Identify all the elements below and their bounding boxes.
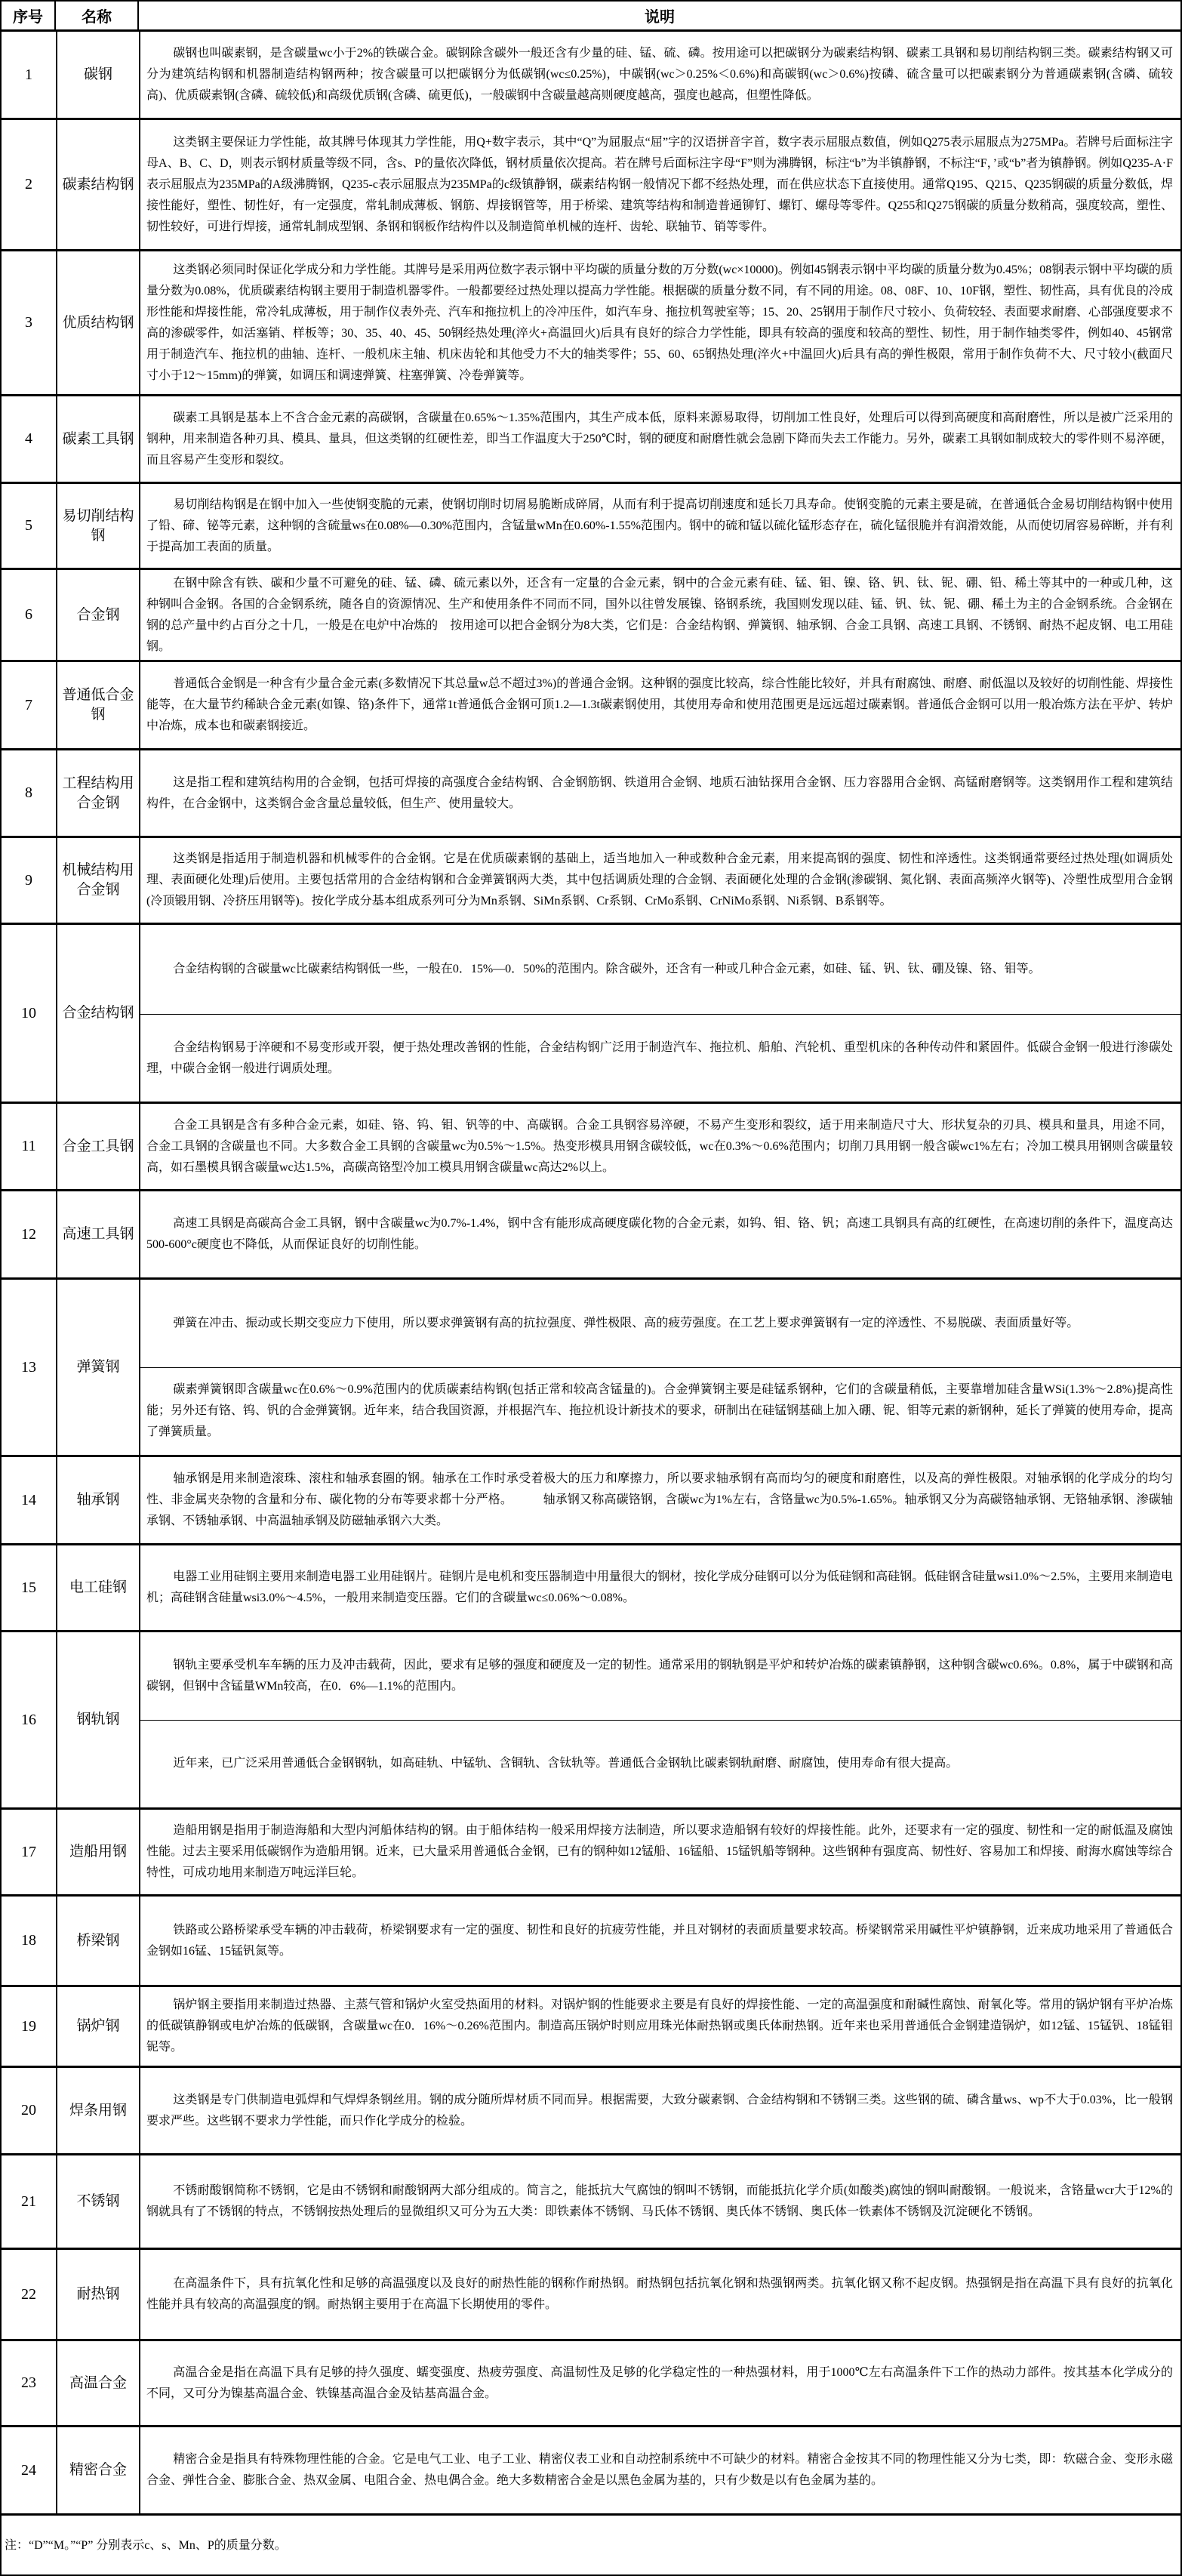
desc-paragraph: 合金工具钢是含有多种合金元素，如硅、铬、钨、钼、钒等的中、高碳钢。合金工具钢容易淬硬，不易产生变形和裂纹，适于用来制造尺寸大、形状复杂的刃具、模具和量具，用途不同，合金工具钢的含碳量也不同。大多数合金工具钢的含碳量wc为0.5%～1.5%。热变形模具用钢含碳较低，wc在0.3%～0.6%范围内；切削刀具用钢一般含碳wc1%左右；冷加工模具用钢则含碳量较高，如石墨模具钢含碳量wc达1.5%，高碳高铬型冷加工模具用钢含碳量wc高达2%以上。 (146, 1118, 1173, 1174)
row-name-cell: 合金工具钢 (57, 1104, 140, 1189)
row-number-cell: 6 (2, 570, 57, 660)
row-name-cell: 合金钢 (57, 570, 140, 660)
table-row (2, 1191, 1180, 1280)
row-name-cell: 耐热钢 (57, 2250, 140, 2339)
table-row (2, 1987, 1180, 2068)
row-number-cell: 13 (2, 1280, 57, 1455)
row-number-cell: 23 (2, 2341, 57, 2425)
table-header-row (2, 2, 1180, 32)
row-number-cell: 24 (2, 2427, 57, 2513)
table-row (2, 1897, 1180, 1987)
row-number-cell: 16 (2, 1632, 57, 1807)
row-description-cell (140, 2250, 1180, 2339)
row-description-cell (140, 750, 1180, 836)
desc-paragraph: 这类钢主要保证力学性能，故其牌号体现其力学性能，用Q+数字表示，其中“Q”为屈服点“屈”字的汉语拼音字首，数字表示屈服点数值，例如Q275表示屈服点为275MPa。若牌号后面标注字母A、B、C、D，则表示钢材质量等级不同，含s、P的量依次降低，钢材质量依次提高。若在牌号后面标注字母“F”则为沸腾钢，标注“b”为半镇静钢，不标注“F，’或“b”者为镇静钢。例如Q235-A·F表示屈服点为235MPa的A级沸腾钢，Q235-c表示屈服点为235MPa的c级镇静钢，碳素结构钢一般情况下都不经热处理，而在供应状态下直接使用。通常Q195、Q215、Q235钢碳的质量分数低，焊接性能好，塑性、韧性好，有一定强度，常轧制成薄板、钢筋、焊接钢管等，用于桥梁、建筑等结构和制造普通铆钉、螺钉、螺母等零件。Q255和Q275钢碳的质量分数稍高，强度较高，塑性、韧性较好，可进行焊接，通常轧制成型钢、条钢和钢板作结构件以及制造简单机械的连杆、齿轮、联轴节、销等零件。 (146, 135, 1173, 233)
row-name-cell: 钢轨钢 (57, 1632, 140, 1807)
row-description-cell (140, 1191, 1180, 1277)
row-description-cell (140, 120, 1180, 249)
desc-paragraph: 不锈耐酸钢简称不锈钢，它是由不锈钢和耐酸钢两大部分组成的。简言之，能抵抗大气腐蚀的钢叫不锈钢，而能抵抗化学介质(如酸类)腐蚀的钢叫耐酸钢。一般说来，含铬量wcr大于12%的钢就具有了不锈钢的特点，不锈钢按热处理后的显微组织又可分为五大类：即铁素体不锈钢、马氏体不锈钢、奥氏体不锈钢、奥氏体一铁素体不锈钢及沉淀硬化不锈钢。 (146, 2184, 1173, 2218)
row-name-cell: 易切削结构钢 (57, 484, 140, 568)
desc-paragraph: 弹簧在冲击、振动或长期交变应力下使用，所以要求弹簧钢有高的抗拉强度、弹性极限、高的疲劳强度。在工艺上要求弹簧钢有一定的淬透性、不易脱碳、表面质量好等。 (173, 1316, 1079, 1330)
row-number-cell: 20 (2, 2068, 57, 2153)
desc-paragraph: 这类钢是专门供制造电弧焊和气焊焊条钢丝用。钢的成分随所焊材质不同而异。根据需要，大致分碳素钢、合金结构钢和不锈钢三类。这些钢的硫、磷含量ws、wp不大于0.03%，比一般钢要求严些。这些钢不要求力学性能，而只作化学成分的检验。 (146, 2093, 1173, 2128)
row-description-cell (140, 570, 1180, 660)
row-description-cell (140, 251, 1180, 394)
desc-paragraph: 高速工具钢是高碳高合金工具钢，钢中含碳量wc为0.7%-1.4%，钢中含有能形成高硬度碳化物的合金元素，如钨、钼、铬、钒；高速工具钢具有高的红硬性，在高速切削的条件下，温度高达500-600°c硬度也不降低，从而保证良好的切削性能。 (146, 1217, 1173, 1251)
row-number-cell: 9 (2, 838, 57, 923)
table-row (2, 925, 1180, 1104)
row-number-cell: 14 (2, 1457, 57, 1543)
row-description-cell (140, 925, 1180, 1102)
desc-paragraph: 普通低合金钢是一种含有少量合金元素(多数情况下其总量w总不超过3%)的普通合金钢。这种钢的强度比较高，综合性能比较好，并具有耐腐蚀、耐磨、耐低温以及较好的切削性能、焊接性能等，在大量节约稀缺合金元素(如镍、铬)条件下，通常1t普通低合金钢可顶1.2—1.3t碳素钢使用，其使用寿命和使用范围更是远远超过碳素钢。普通低合金钢可以用一般冶炼方法在平炉、转炉中冶炼，成本也和碳素钢接近。 (146, 677, 1173, 732)
row-name-cell: 桥梁钢 (57, 1897, 140, 1985)
table-row (2, 570, 1180, 662)
desc-paragraph: 易切削结构钢是在钢中加入一些使钢变脆的元素，使钢切削时切屑易脆断成碎屑，从而有利于提高切削速度和延长刀具寿命。使钢变脆的元素主要是硫，在普通低合金易切削结构钢中使用了铅、碲、铋等元素，这种钢的含硫量ws在0.08%—0.30%范围内，含锰量wMn在0.60%-1.55%范围内。钢中的硫和锰以硫化锰形态存在，硫化锰很脆并有润滑效能，从而使切屑容易碎断，并有利于提高加工表面的质量。 (146, 498, 1173, 553)
desc-paragraph: 精密合金是指具有特殊物理性能的合金。它是电气工业、电子工业、精密仪表工业和自动控制系统中不可缺少的材料。精密合金按其不同的物理性能又分为七类，即：软磁合金、变形永磁合金、弹性合金、膨胀合金、热双金属、电阻合金、热电偶合金。绝大多数精密合金是以黑色金属为基的，只有少数是以有色金属为基的。 (146, 2453, 1173, 2487)
table-row (2, 1104, 1180, 1191)
table-row (2, 396, 1180, 484)
row-name-cell: 电工硅钢 (57, 1545, 140, 1630)
table-row (2, 251, 1180, 396)
desc-paragraph: 在钢中除含有铁、碳和少量不可避免的硅、锰、磷、硫元素以外，还含有一定量的合金元素，钢中的合金元素有硅、锰、钼、镍、铬、钒、钛、铌、硼、铅、稀土等其中的一种或几种，这种钢叫合金钢。各国的合金钢系统，随各自的资源情况、生产和使用条件不同而不同，国外以往曾发展镍、铬钢系统，我国则发现以硅、锰、钒、钛、铌、硼、稀土为主的合金钢系统。合金钢在钢的总产量中约占百分之十几，一般是在电炉中冶炼的 按用途可以把合金钢分为8大类，它们是：合金结构钢、弹簧钢、轴承钢、合金工具钢、高速工具钢、不锈钢、耐热不起皮钢、电工用硅钢。 (146, 576, 1174, 653)
desc-paragraph: 钢轨主要承受机车车辆的压力及冲击载荷，因此，要求有足够的强度和硬度及一定的韧性。通常采用的钢轨钢是平炉和转炉冶炼的碳素镇静钢，这种钢含碳wc0.6%。0.8%，属于中碳钢和高碳钢，但钢中含锰量WMn较高，在0．6%—1.1%的范围内。 (146, 1658, 1173, 1693)
desc-paragraph: 高温合金是指在高温下具有足够的持久强度、蠕变强度、热疲劳强度、高温韧性及足够的化学稳定性的一种热强材料，用于1000℃左右高温条件下工作的热动力部件。按其基本化学成分的不同，又可分为镍基高温合金、铁镍基高温合金及钴基高温合金。 (146, 2365, 1173, 2400)
description-subcell (140, 1720, 1180, 1808)
desc-paragraph: 电器工业用硅钢主要用来制造电器工业用硅钢片。硅钢片是电机和变压器制造中用量很大的钢材，按化学成分硅钢可以分为低硅钢和高硅钢。低硅钢含硅量wsi1.0%～2.5%，主要用来制造电机；高硅钢含硅量wsi3.0%～4.5%，一般用来制造变压器。它们的含碳量wc≤0.06%～0.08%。 (146, 1570, 1173, 1604)
row-name-cell: 焊条用钢 (57, 2068, 140, 2153)
row-number-cell: 19 (2, 1987, 57, 2066)
row-description-cell (140, 838, 1180, 923)
row-name-cell: 工程结构用合金钢 (57, 750, 140, 836)
description-subcell (140, 1014, 1180, 1102)
table-row (2, 2155, 1180, 2250)
table-row (2, 750, 1180, 838)
row-number-cell: 15 (2, 1545, 57, 1630)
row-number-cell: 18 (2, 1897, 57, 1985)
table-row (2, 484, 1180, 570)
row-number-cell: 21 (2, 2155, 57, 2248)
desc-paragraph: 这类钢是指适用于制造机器和机械零件的合金钢。它是在优质碳素钢的基础上，适当地加入一种或数种合金元素，用来提高钢的强度、韧性和淬透性。这类钢通常要经过热处理(如调质处理、表面硬化处理)后使用。主要包括常用的合金结构钢和合金弹簧钢两大类，其中包括调质处理的合金钢、表面硬化处理的合金钢(渗碳钢、氮化钢、表面高频淬火钢等)、冷塑性成型用合金钢(冷顶锻用钢、冷挤压用钢等)。按化学成分基本组成系列可分为Mn系钢、SiMn系钢、Cr系钢、CrMo系钢、CrNiMo系钢、Ni系钢、B系钢等。 (146, 852, 1173, 907)
table-row (2, 2250, 1180, 2341)
desc-paragraph: 近年来，已广泛采用普通低合金钢钢轨，如高硅轨、中锰轨、含铜轨、含钛轨等。普通低合金钢轨比碳素钢轨耐磨、耐腐蚀，使用寿命有很大提高。 (173, 1757, 959, 1770)
desc-paragraph: 造船用钢是指用于制造海船和大型内河船体结构的钢。由于船体结构一般采用焊接方法制造，所以要求造船钢有较好的焊接性能。此外，还要求有一定的强度、韧性和一定的耐低温及腐蚀性能。过去主要采用低碳钢作为造船用钢。近来，已大量采用普通低合金钢，已有的钢种如12锰船、16锰船、15锰钒船等钢种。这些钢种有强度高、韧性好、容易加工和焊接、耐海水腐蚀等综合特性，可成功地用来制造万吨远洋巨轮。 (146, 1824, 1174, 1879)
row-description-cell (140, 2155, 1180, 2248)
desc-paragraph: 这类钢必须同时保证化学成分和力学性能。其牌号是采用两位数字表示钢中平均碳的质量分数的万分数(wc×10000)。例如45钢表示钢中平均碳的质量分数为0.45%；08钢表示钢中平均碳的质量分数为0.08%，优质碳素结构钢主要用于制造机器零件。一般都要经过热处理以提高力学性能。根据碳的质量分数不同，有不同的用途。08、08F、10、10F钢，塑性、韧性高，具有优良的冷成形性能和焊接性能，常冷轧成薄板，用于制作仪表外壳、汽车和拖拉机上的冷冲压件，如汽车身、拖拉机驾驶室等；15、20、25钢用于制作尺寸较小、负荷较轻、表面要求耐磨、心部强度要求不高的渗碳零件，如活塞销、样板等；30、35、40、45、50钢经热处理(淬火+高温回火)后具有良好的综合力学性能，即具有较高的强度和较高的塑性、韧性，用于制作轴类零件，例如40、45钢常用于制造汽车、拖拉机的曲轴、连杆、一般机床主轴、机床齿轮和其他受力不大的轴类零件；55、60、65钢热处理(淬火+中温回火)后具有高的弹性极限，常用于制作负荷不大、尺寸较小(截面尺寸小于12～15mm)的弹簧，如调压和调速弹簧、柱塞弹簧、冷卷弹簧等。 (146, 263, 1174, 382)
row-number-cell: 1 (2, 32, 57, 118)
description-subcell (140, 1280, 1180, 1367)
row-description-cell (140, 32, 1180, 118)
row-description-cell (140, 2427, 1180, 2513)
row-number-cell: 10 (2, 925, 57, 1102)
desc-paragraph: 锅炉钢主要指用来制造过热器、主蒸气管和锅炉火室受热面用的材料。对锅炉钢的性能要求主要是有良好的焊接性能、一定的高温强度和耐碱性腐蚀、耐氧化等。常用的锅炉钢有平炉冶炼的低碳镇静钢或电炉冶炼的低碳钢，含碳量wc在0．16%～0.26%范围内。制造高压锅炉时则应用珠光体耐热钢或奥氏体耐热钢。近年来也采用普通低合金钢建造锅炉，如12锰、15锰钒、18锰钼铌等。 (146, 1998, 1173, 2054)
row-number-cell: 8 (2, 750, 57, 836)
row-name-cell: 合金结构钢 (57, 925, 140, 1102)
footnote: 注：“D”“M。”“P” 分别表示c、s、Mn、P的质量分数。 (5, 2539, 287, 2552)
row-description-cell (140, 484, 1180, 568)
description-subcell (140, 1367, 1180, 1456)
table-row (2, 1457, 1180, 1545)
table-row (2, 1810, 1180, 1897)
table-row (2, 1632, 1180, 1810)
table-row (2, 120, 1180, 251)
desc-paragraph: 碳钢也叫碳素钢，是含碳量wc小于2%的铁碳合金。碳钢除含碳外一般还含有少量的硅、锰、硫、磷。按用途可以把碳钢分为碳素结构钢、碳素工具钢和易切削结构钢三类。碳素结构钢又可分为建筑结构钢和机器制造结构钢两种；按含碳量可以把碳钢分为低碳钢(wc≤0.25%)，中碳钢(wc＞0.25%＜0.6%)和高碳钢(wc＞0.6%)按磷、硫含量可以把碳素钢分为普通碳素钢(含磷、硫较高)、优质碳素钢(含磷、硫较低)和高级优质钢(含磷、硫更低)，一般碳钢中含碳量越高则硬度越高，强度也越高，但塑性降低。 (146, 47, 1173, 102)
row-name-cell: 造船用钢 (57, 1810, 140, 1894)
row-name-cell: 不锈钢 (57, 2155, 140, 2248)
row-description-cell (140, 1280, 1180, 1455)
table-row (2, 2068, 1180, 2155)
row-name-cell: 精密合金 (57, 2427, 140, 2513)
row-description-cell (140, 1897, 1180, 1985)
row-description-cell (140, 1632, 1180, 1807)
desc-paragraph: 碳素弹簧钢即含碳量wc在0.6%～0.9%范围内的优质碳素结构钢(包括正常和较高含锰量的)。合金弹簧钢主要是硅锰系钢种，它们的含碳量稍低，主要靠增加硅含量WSi(1.3%～2.8%)提高性能；另外还有铬、钨、钒的合金弹簧钢。近年来，结合我国资源，并根据汽车、拖拉机设计新技术的要求，研制出在硅锰钢基础上加入硼、铌、钼等元素的新钢种，延长了弹簧的使用寿命，提高了弹簧质量。 (146, 1383, 1174, 1439)
header-cell-description: 说明 (645, 9, 675, 26)
desc-paragraph: 铁路或公路桥梁承受车辆的冲击载荷，桥梁钢要求有一定的强度、韧性和良好的抗疲劳性能，并且对钢材的表面质量要求较高。桥梁钢常采用碱性平炉镇静钢，近来成功地采用了普通低合金钢如16锰、15锰钒氮等。 (146, 1923, 1173, 1958)
desc-paragraph: 这是指工程和建筑结构用的合金钢，包括可焊接的高强度合金结构钢、合金钢筋钢、铁道用合金钢、地质石油钻探用合金钢、压力容器用合金钢、高锰耐磨钢等。这类钢用作工程和建筑结构件，在合金钢中，这类钢合金含量总量较低，但生产、使用量较大。 (146, 775, 1173, 810)
row-name-cell: 机械结构用合金钢 (57, 838, 140, 923)
desc-paragraph: 轴承钢是用来制造滚珠、滚柱和轴承套圈的钢。轴承在工作时承受着极大的压力和摩擦力，所以要求轴承钢有高而均匀的硬度和耐磨性，以及高的弹性极限。对轴承钢的化学成分的均匀性、非金属夹杂物的含量和分布、碳化物的分布等要求都十分严格。 轴承钢又称高碳铬钢，含碳wc为1%左右，含铬量wc为0.5%-1.65%。轴承钢又分为高碳铬轴承钢、无铬轴承钢、渗碳轴承钢、不锈轴承钢、中高温轴承钢及防磁轴承钢六大类。 (146, 1472, 1173, 1527)
row-name-cell: 高温合金 (57, 2341, 140, 2425)
table-row (2, 662, 1180, 750)
row-name-cell: 高速工具钢 (57, 1191, 140, 1277)
row-number-cell: 3 (2, 251, 57, 394)
row-name-cell: 普通低合金钢 (57, 662, 140, 748)
row-description-cell (140, 2068, 1180, 2153)
table-row (2, 32, 1180, 120)
row-name-cell: 弹簧钢 (57, 1280, 140, 1455)
row-number-cell: 2 (2, 120, 57, 249)
row-name-cell: 碳钢 (57, 32, 140, 118)
table-row (2, 2427, 1180, 2516)
table-row (2, 2341, 1180, 2427)
row-number-cell: 17 (2, 1810, 57, 1894)
row-description-cell (140, 2341, 1180, 2425)
row-name-cell: 碳素结构钢 (57, 120, 140, 249)
table-row (2, 1280, 1180, 1457)
row-name-cell: 优质结构钢 (57, 251, 140, 394)
table-row (2, 838, 1180, 925)
row-name-cell: 轴承钢 (57, 1457, 140, 1543)
row-description-cell (140, 396, 1180, 482)
desc-paragraph: 在高温条件下，具有抗氧化性和足够的高温强度以及良好的耐热性能的钢称作耐热钢。耐热钢包括抗氧化钢和热强钢两类。抗氧化钢又称不起皮钢。热强钢是指在高温下具有良好的抗氧化性能并具有较高的高温强度的钢。耐热钢主要用于在高温下长期使用的零件。 (146, 2277, 1173, 2311)
table-body (2, 32, 1180, 2516)
header-cell-number: 序号 (2, 2, 56, 29)
row-number-cell: 7 (2, 662, 57, 748)
row-description-cell (140, 1545, 1180, 1630)
desc-paragraph: 合金结构钢的含碳量wc比碳素结构钢低一些，一般在0．15%—0．50%的范围内。除含碳外，还含有一种或几种合金元素，如硅、锰、钒、钛、硼及镍、铬、钼等。 (173, 963, 1041, 976)
table-row (2, 1545, 1180, 1632)
row-name-cell: 碳素工具钢 (57, 396, 140, 482)
desc-paragraph: 碳素工具钢是基本上不含合金元素的高碳钢，含碳量在0.65%～1.35%范围内，其生产成本低，原料来源易取得，切削加工性良好，处理后可以得到高硬度和高耐磨性，所以是被广泛采用的钢种，用来制造各种刃具、模具、量具，但这类钢的红硬性差，即当工作温度大于250℃时，钢的硬度和耐磨性就会急剧下降而失去工作能力。另外，碳素工具钢如制成较大的零件则不易淬硬，而且容易产生变形和裂纹。 (146, 411, 1173, 467)
row-number-cell: 22 (2, 2250, 57, 2339)
row-number-cell: 4 (2, 396, 57, 482)
row-number-cell: 12 (2, 1191, 57, 1277)
description-subcell (140, 925, 1180, 1014)
row-description-cell (140, 1104, 1180, 1189)
row-description-cell (140, 662, 1180, 748)
row-description-cell (140, 1457, 1180, 1543)
row-description-cell (140, 1987, 1180, 2066)
row-number-cell: 11 (2, 1104, 57, 1189)
header-cell-name: 名称 (56, 2, 139, 29)
description-subcell (140, 1632, 1180, 1720)
desc-paragraph: 合金结构钢易于淬硬和不易变形或开裂，便于热处理改善钢的性能，合金结构钢广泛用于制造汽车、拖拉机、船舶、汽轮机、重型机床的各种传动件和紧固件。低碳合金钢一般进行渗碳处理，中碳合金钢一般进行调质处理。 (146, 1040, 1173, 1075)
row-description-cell (140, 1810, 1180, 1894)
row-name-cell: 锅炉钢 (57, 1987, 140, 2066)
row-number-cell: 5 (2, 484, 57, 568)
